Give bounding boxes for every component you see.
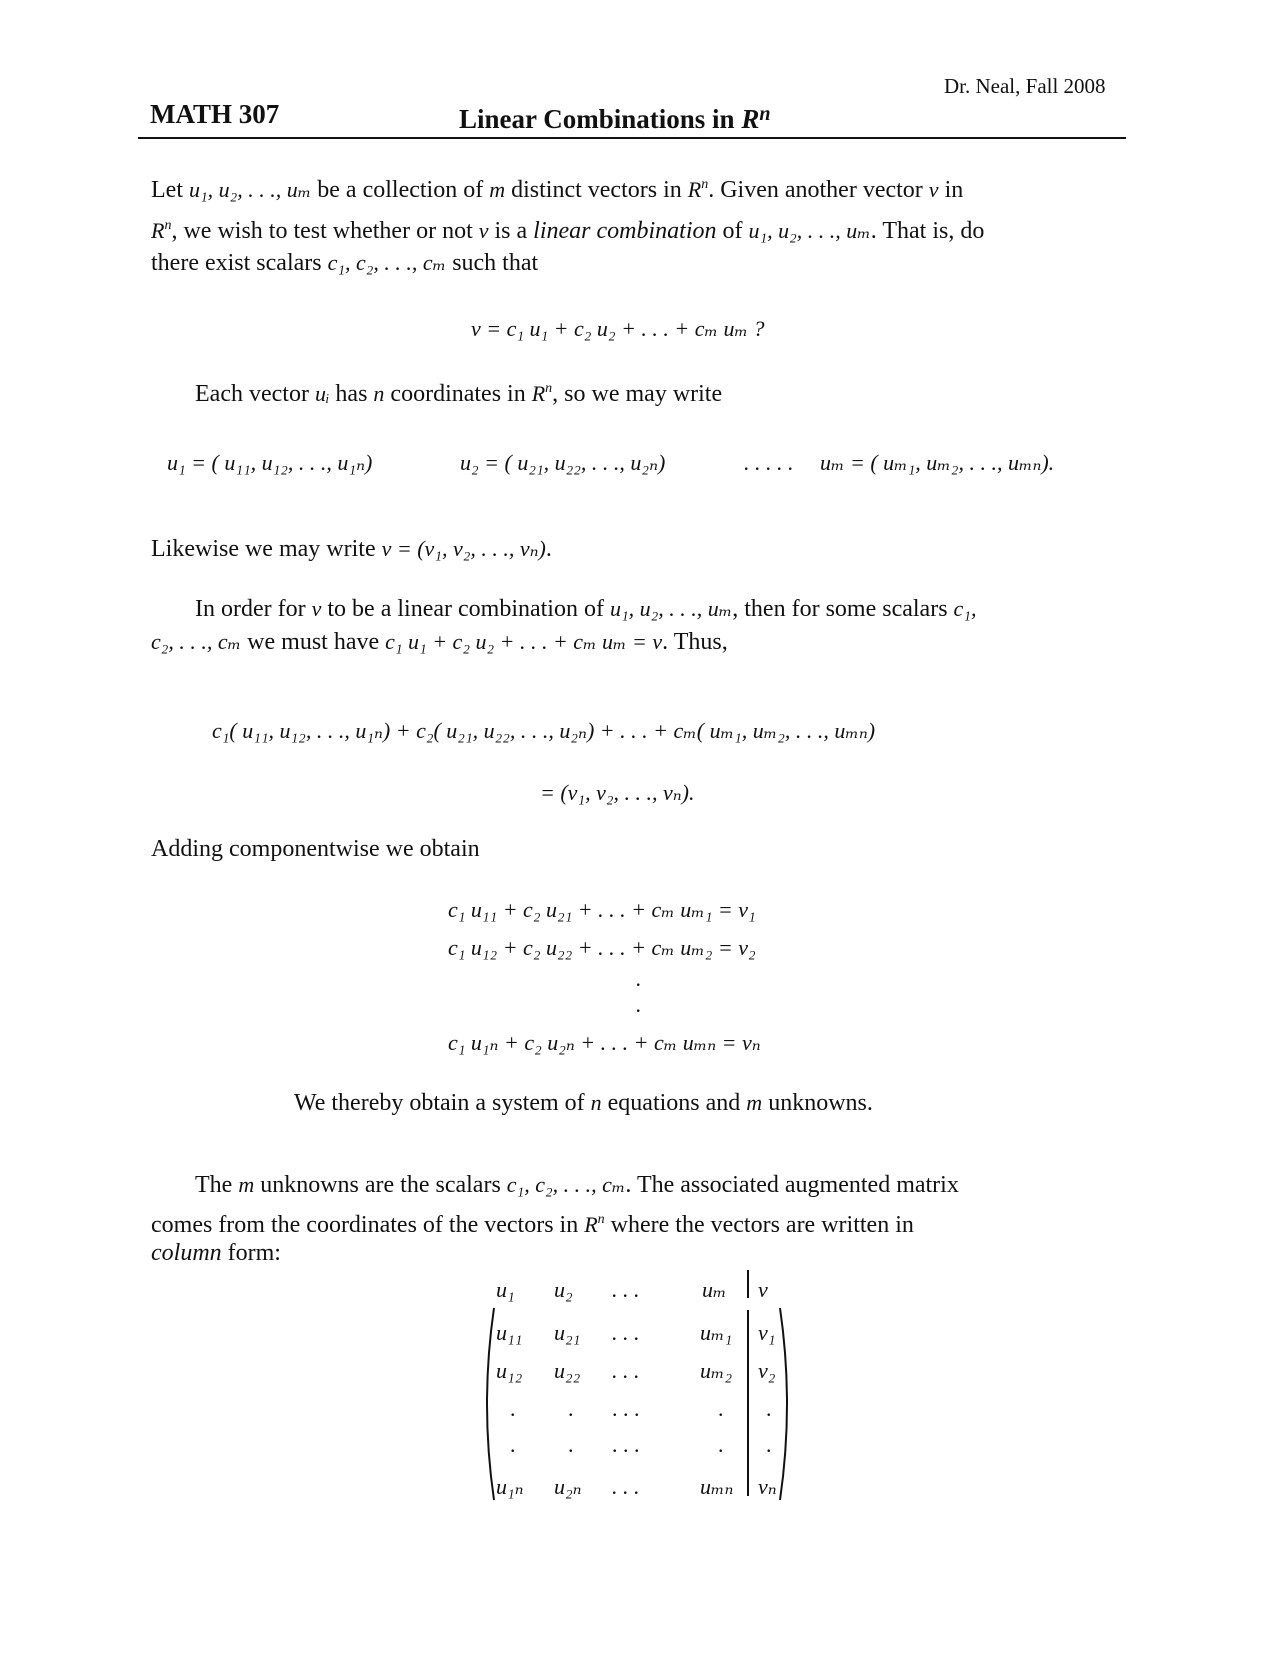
display-equation-2-line2: = (v₁, v₂, . . ., vₙ). <box>540 780 695 805</box>
matrix-cell: u₂ₙ <box>554 1474 582 1499</box>
matrix-cell: u₁ₙ <box>496 1474 524 1499</box>
matrix-cell: . . . <box>612 1358 640 1383</box>
matrix-cell: vₙ <box>758 1474 777 1499</box>
para1-line2: $R^n$, we wish to test whether or not v is a linear combination of u₁, u₂, . . ., uₘ. That is, do <box>151 218 985 244</box>
para5: Adding componentwise we obtain <box>151 836 480 862</box>
display-equation-1: v = c₁ u₁ + c₂ u₂ + . . . + cₘ uₘ ? <box>471 316 765 341</box>
display-equation-2-line1: c₁( u₁₁, u₁₂, . . ., u₁ₙ) + c₂( u₂₁, u₂₂, . . ., u₂ₙ) + . . . + cₘ( uₘ₁, uₘ₂, . . ., uₘₙ) <box>212 718 876 743</box>
matrix-right-paren <box>776 1306 796 1502</box>
coords-um: uₘ = ( uₘ₁, uₘ₂, . . ., uₘₙ). <box>820 450 1055 475</box>
matrix-cell: . <box>568 1396 574 1421</box>
para2: Each vector uᵢ has n coordinates in $R^n$, so we may write <box>195 381 723 407</box>
matrix-cell: . <box>510 1432 516 1457</box>
para3: Likewise we may write v = (v₁, v₂, . . ., vₙ). <box>151 536 552 562</box>
matrix-cell: . <box>718 1396 724 1421</box>
matrix-col-header-um: uₘ <box>702 1277 727 1302</box>
coords-u2: u₂ = ( u₂₁, u₂₂, . . ., u₂ₙ) <box>460 450 666 475</box>
matrix-col-header-u2: u₂ <box>554 1277 573 1302</box>
matrix-cell: . <box>766 1396 772 1421</box>
para1-line3: there exist scalars c₁, c₂, . . ., cₘ such that <box>151 250 539 276</box>
course-number: MATH 307 <box>150 99 280 129</box>
matrix-cell: . . . <box>612 1396 640 1421</box>
coords-dots: . . . . . <box>744 450 794 475</box>
matrix-cell: . <box>568 1432 574 1457</box>
matrix-cell: v₂ <box>758 1358 776 1383</box>
para6: We thereby obtain a system of n equations and m unknowns. <box>294 1090 873 1116</box>
matrix-cell: u₂₂ <box>554 1358 581 1383</box>
matrix-cell: u₁₁ <box>496 1320 523 1345</box>
matrix-header-divider <box>747 1270 749 1298</box>
matrix-cell: . . . <box>612 1320 640 1345</box>
matrix-col-header-u1: u₁ <box>496 1277 515 1302</box>
author-term: Dr. Neal, Fall 2008 <box>944 74 1106 98</box>
matrix-augment-divider <box>747 1310 749 1496</box>
matrix-cell: uₘ₂ <box>700 1358 733 1383</box>
matrix-cell: . <box>510 1396 516 1421</box>
matrix-col-header-v: v <box>758 1277 768 1302</box>
matrix-cell: . <box>766 1432 772 1457</box>
header-rule <box>138 137 1126 139</box>
matrix-cell: v₁ <box>758 1320 776 1345</box>
matrix-col-header-dots: . . . <box>612 1277 640 1302</box>
para7-line1: The m unknowns are the scalars c₁, c₂, . . ., cₘ. The associated augmented matrix <box>195 1172 959 1198</box>
system-row-n: c₁ u₁ₙ + c₂ u₂ₙ + . . . + cₘ uₘₙ = vₙ <box>448 1030 761 1055</box>
para7-line3: column form: <box>151 1240 281 1266</box>
coords-u1: u₁ = ( u₁₁, u₁₂, . . ., u₁ₙ) <box>167 450 373 475</box>
para1-line1: Let u₁, u₂, . . ., uₘ be a collection of m distinct vectors in $R^n$. Given another vector v in <box>151 177 964 203</box>
matrix-cell: u₂₁ <box>554 1320 581 1345</box>
matrix-cell: . . . <box>612 1474 640 1499</box>
para4-line2: c₂, . . ., cₘ we must have c₁ u₁ + c₂ u₂ + . . . + cₘ uₘ = v. Thus, <box>151 629 728 655</box>
para7-line2: comes from the coordinates of the vectors in $R^n$ where the vectors are written in <box>151 1212 914 1238</box>
matrix-cell: . <box>718 1432 724 1457</box>
matrix-cell: u₁₂ <box>496 1358 523 1383</box>
matrix-cell: . . . <box>612 1432 640 1457</box>
system-row-2: c₁ u₁₂ + c₂ u₂₂ + . . . + cₘ uₘ₂ = v₂ <box>448 935 756 960</box>
page-title: Linear Combinations in $R^n$ <box>459 103 771 134</box>
matrix-cell: uₘₙ <box>700 1474 734 1499</box>
system-vertical-dot-2: . <box>636 992 642 1017</box>
system-row-1: c₁ u₁₁ + c₂ u₂₁ + . . . + cₘ uₘ₁ = v₁ <box>448 897 756 922</box>
system-vertical-dot-1: . <box>636 966 642 991</box>
matrix-left-paren <box>478 1306 498 1502</box>
matrix-cell: uₘ₁ <box>700 1320 733 1345</box>
para4-line1: In order for v to be a linear combination of u₁, u₂, . . ., uₘ, then for some scalars c₁, <box>195 596 977 622</box>
